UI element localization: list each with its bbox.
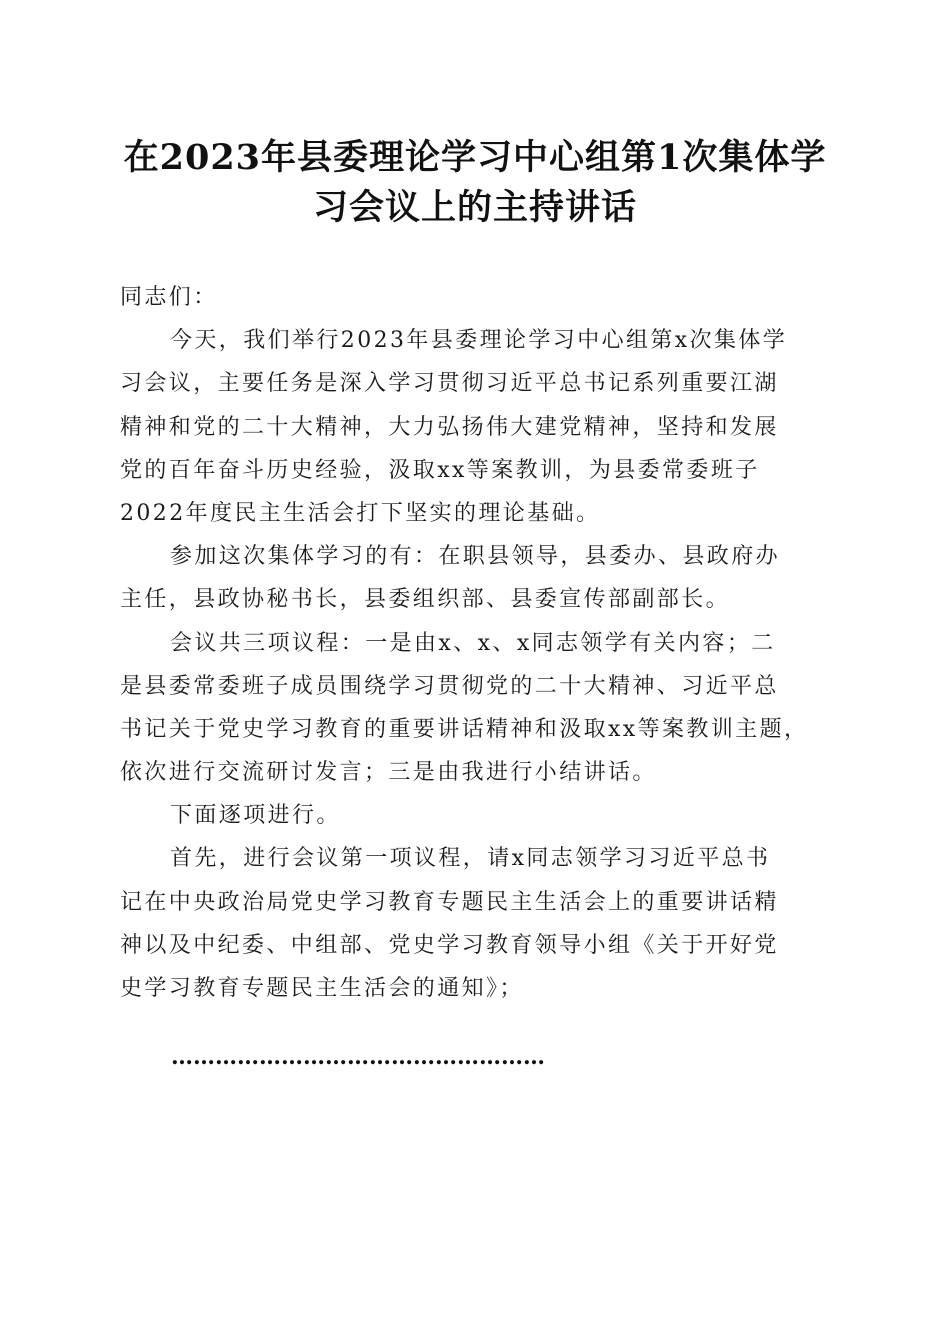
paragraph-3-line-2: 是县委常委班子成员围绕学习贯彻党的二十大精神、习近平总 — [120, 673, 779, 699]
paragraph-3-line-4: 依次进行交流研讨发言；三是由我进行小结讲话。 — [120, 760, 657, 786]
paragraph-3-line-1: 会议共三项议程：一是由x、x、x同志领学有关内容；二 — [170, 630, 776, 656]
ellipsis-continuation: …………………………………………… — [171, 1044, 545, 1070]
document-title — [110, 133, 840, 233]
title-line-1: 在2023年县委理论学习中心组第1次集体学 — [123, 137, 827, 178]
paragraph-5-line-2: 记在中央政治局党史学习教育专题民主生活会上的重要讲话精 — [120, 889, 779, 915]
document-body — [120, 276, 835, 1010]
salutation: 同志们： — [120, 285, 218, 310]
paragraph-1-line-2: 习会议，主要任务是深入学习贯彻习近平总书记系列重要江湖 — [120, 371, 779, 397]
title-line-2: 习会议上的主持讲话 — [312, 187, 637, 228]
paragraph-1-line-3: 精神和党的二十大精神，大力弘扬伟大建党精神，坚持和发展 — [120, 414, 779, 440]
paragraph-1-line-5: 2022年度民主生活会打下坚实的理论基础。 — [120, 500, 601, 526]
paragraph-5-line-3: 神以及中纪委、中组部、党史学习教育领导小组《关于开好党 — [120, 932, 779, 958]
paragraph-2-line-2: 主任，县政协秘书长，县委组织部、县委宣传部副部长。 — [120, 587, 731, 613]
paragraph-3-line-3: 书记关于党史学习教育的重要讲话精神和汲取xx等案教训主题， — [120, 716, 809, 742]
paragraph-4-line-1: 下面逐项进行。 — [170, 803, 341, 829]
paragraph-5-line-1: 首先，进行会议第一项议程，请x同志领学习习近平总书 — [170, 846, 771, 872]
paragraph-1-line-4: 党的百年奋斗历史经验，汲取xx等案教训，为县委常委班子 — [120, 457, 760, 483]
paragraph-5-line-4: 史学习教育专题民主生活会的通知》； — [120, 976, 524, 1001]
paragraph-2-line-1: 参加这次集体学习的有：在职县领导，县委办、县政府办 — [170, 544, 781, 570]
paragraph-1-line-1: 今天，我们举行2023年县委理论学习中心组第x次集体学 — [170, 328, 788, 354]
